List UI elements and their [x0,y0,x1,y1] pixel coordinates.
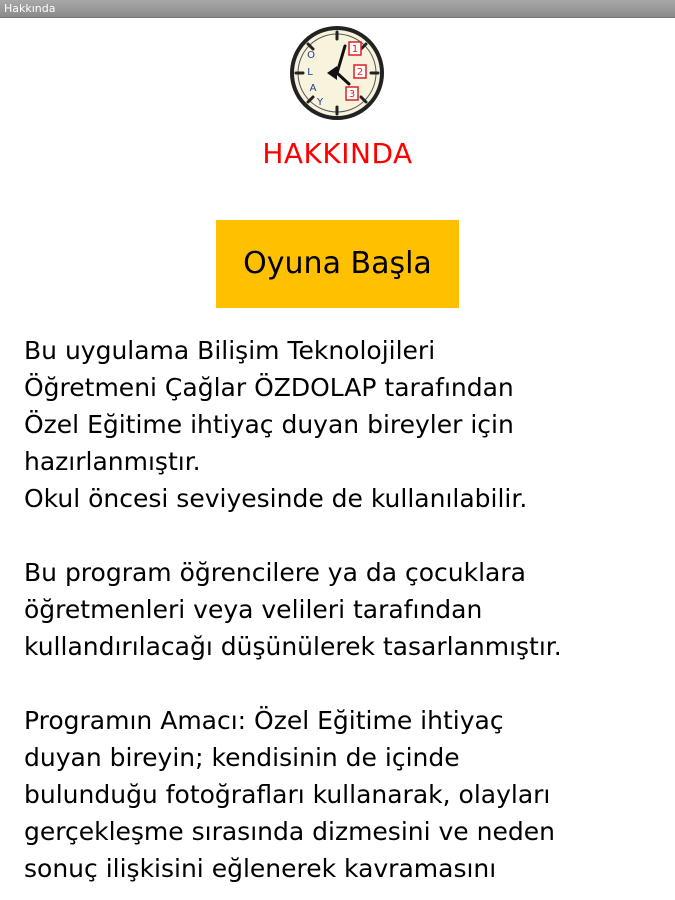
olay-clock-logo-icon [287,24,389,120]
about-line: kullandırılacağı düşünülerek tasarlanmıştır. [24,632,562,661]
about-line: bulunduğu fotoğrafları kullanarak, olayları [24,780,551,809]
logo-letter-y: Y [316,97,324,108]
paragraph-gap [24,517,664,554]
about-line: Öğretmeni Çağlar ÖZDOLAP tarafından [24,373,514,402]
start-game-button[interactable]: Oyuna Başla [216,220,459,308]
page-title: HAKKINDA [262,137,413,170]
about-line: öğretmenleri veya velileri tarafından [24,595,483,624]
about-line: Programın Amacı: Özel Eğitime ihtiyaç [24,706,504,735]
window-titlebar [0,0,675,18]
about-line: Okul öncesi seviyesinde de kullanılabilir. [24,484,528,513]
about-text [24,332,664,887]
logo-letter-l: L [307,67,313,78]
about-line: Bu program öğrencilere ya da çocuklara [24,558,526,587]
about-line: hazırlanmıştır. [24,447,201,476]
paragraph-gap [24,665,664,702]
about-line: Özel Eğitime ihtiyaç duyan bireyler için [24,410,514,439]
logo-letter-o: O [307,50,315,61]
about-line: gerçekleşme sırasında dizmesini ve neden [24,817,555,846]
about-line: Bu uygulama Bilişim Teknolojileri [24,336,436,365]
logo-letter-a: A [309,83,317,94]
logo-step-2: 2 [356,67,364,78]
logo-step-3: 3 [348,89,356,100]
about-line: sonuç ilişkisini eğlenerek kavramasını [24,854,497,883]
about-line: duyan bireyin; kendisinin de içinde [24,743,460,772]
logo-step-1: 1 [351,44,359,55]
window-title: Hakkında [4,2,56,15]
